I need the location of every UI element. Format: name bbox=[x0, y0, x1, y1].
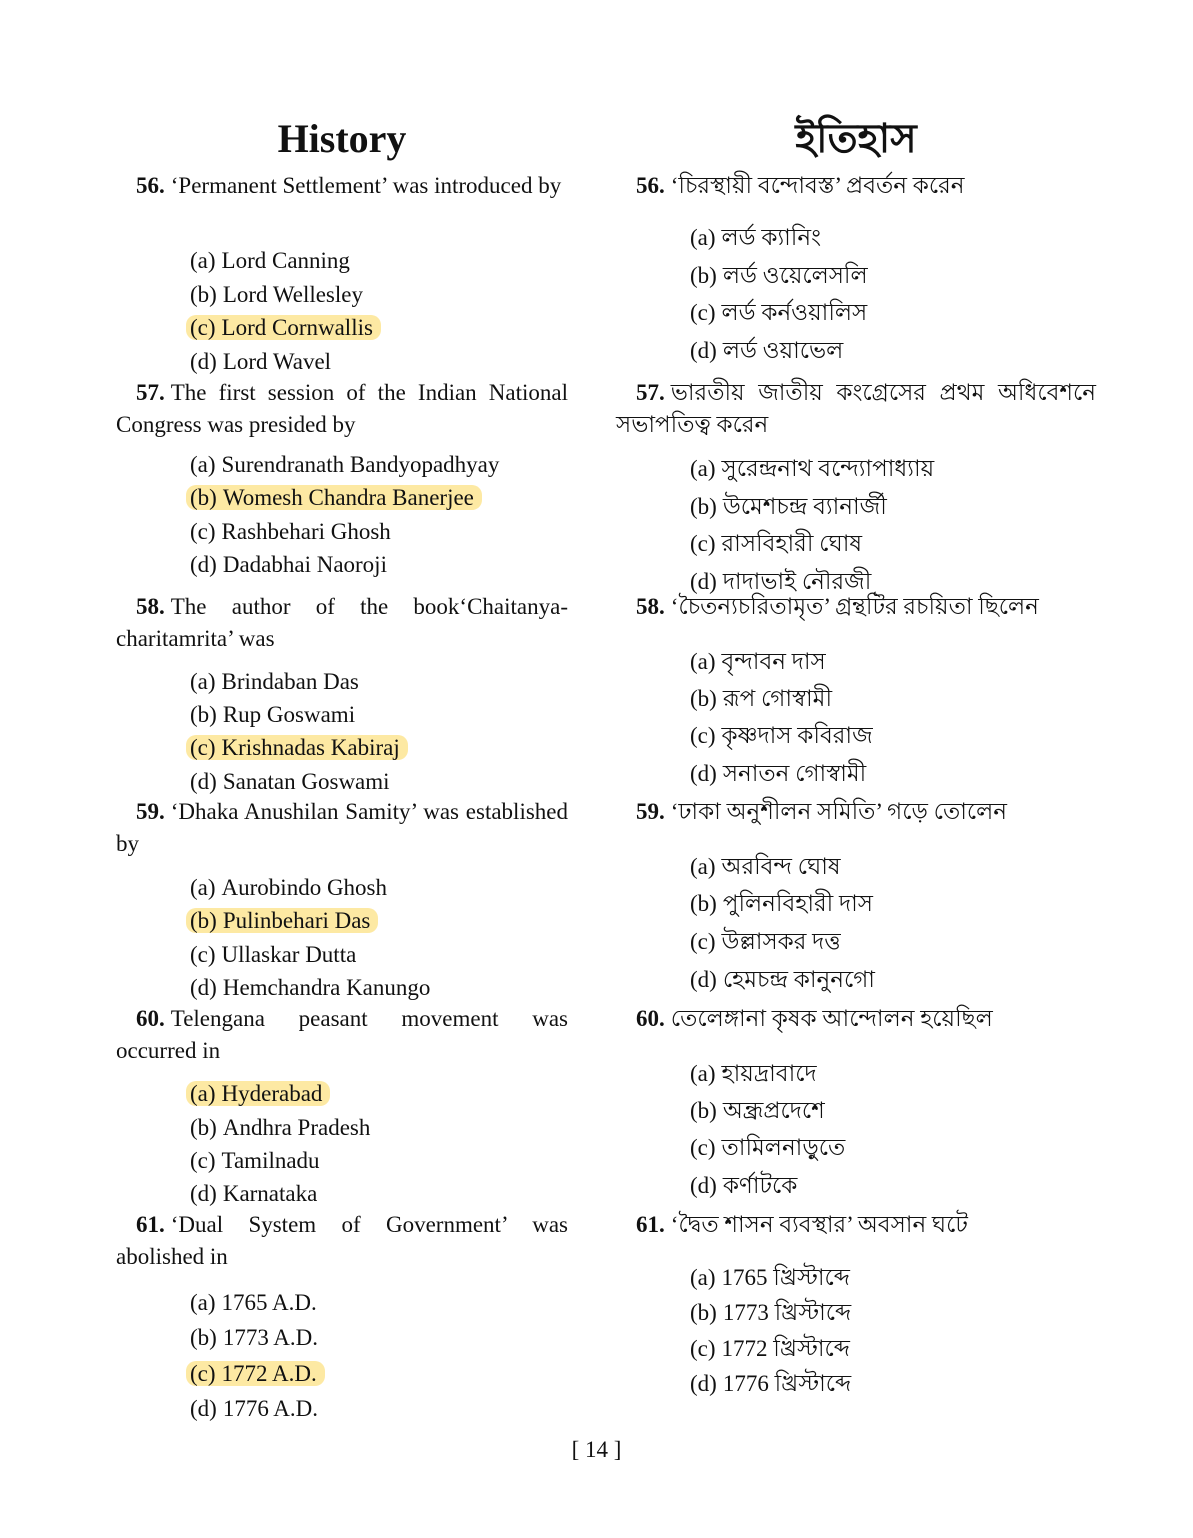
option-label: (d) bbox=[190, 349, 217, 374]
option-label: (c) bbox=[690, 1135, 716, 1160]
question-number: 61. bbox=[636, 1212, 665, 1237]
option-text: হেমচন্দ্র কানুনগো bbox=[722, 967, 875, 992]
answer-option bbox=[186, 875, 395, 901]
option-label: (d) bbox=[190, 1396, 217, 1421]
option-text: কর্ণাটকে bbox=[722, 1173, 798, 1198]
answer-text-wrap bbox=[186, 702, 363, 727]
answer-option bbox=[686, 961, 883, 1000]
option-text: রাসবিহারী ঘোষ bbox=[721, 531, 863, 556]
question-number: 60. bbox=[636, 1006, 665, 1031]
answer-option bbox=[186, 942, 364, 968]
answer-highlight bbox=[186, 735, 408, 760]
option-label: (d) bbox=[690, 1173, 717, 1198]
answer-text-wrap bbox=[186, 248, 358, 273]
option-text: হায়দ্রাবাদে bbox=[721, 1061, 817, 1086]
answer-option bbox=[686, 332, 851, 371]
question-number: 61. bbox=[136, 1212, 165, 1237]
answer-option bbox=[186, 669, 367, 695]
answer-text-wrap bbox=[686, 338, 851, 363]
answer-text-wrap bbox=[186, 875, 395, 900]
page-number: [ 14 ] bbox=[571, 1437, 622, 1462]
option-text: লর্ড ক্যানিং bbox=[721, 225, 821, 250]
option-label: (d) bbox=[190, 1181, 217, 1206]
correct-answer-option bbox=[186, 485, 482, 511]
answer-option bbox=[186, 1115, 378, 1141]
answer-option bbox=[686, 525, 870, 564]
option-text: 1776 A.D. bbox=[222, 1396, 319, 1421]
answer-option bbox=[686, 1259, 858, 1298]
option-label: (b) bbox=[190, 702, 217, 727]
answer-option bbox=[686, 643, 834, 682]
option-label: (a) bbox=[190, 248, 216, 273]
question-text: ‘Permanent Settlement’ was introduced by bbox=[170, 173, 562, 198]
option-text: তামিলনাড়ুতে bbox=[721, 1135, 846, 1160]
option-text: Womesh Chandra Banerjee bbox=[222, 485, 474, 510]
answer-option bbox=[686, 717, 881, 756]
answer-text-wrap bbox=[686, 854, 849, 879]
option-text: পুলিনবিহারী দাস bbox=[722, 891, 873, 916]
option-text: Lord Cornwallis bbox=[221, 315, 373, 340]
answer-highlight bbox=[186, 315, 381, 340]
answer-highlight bbox=[186, 485, 482, 510]
answer-option bbox=[186, 282, 371, 308]
english-heading: History bbox=[277, 116, 407, 161]
option-label: (b) bbox=[690, 1098, 717, 1123]
option-label: (c) bbox=[190, 315, 216, 340]
option-label: (b) bbox=[690, 263, 717, 288]
option-text: 1773 A.D. bbox=[222, 1325, 319, 1350]
option-text: Surendranath Bandyopadhyay bbox=[221, 452, 500, 477]
answer-text-wrap bbox=[186, 1396, 326, 1421]
answer-text-wrap bbox=[186, 1181, 325, 1206]
answer-option bbox=[186, 1325, 326, 1351]
option-text: সুরেন্দ্রনাথ বন্দ্যোপাধ্যায় bbox=[721, 456, 935, 481]
answer-text-wrap bbox=[686, 1371, 859, 1396]
answer-option bbox=[186, 349, 339, 375]
correct-answer-option bbox=[186, 1361, 325, 1387]
option-text: অন্ধ্রপ্রদেশে bbox=[722, 1098, 825, 1123]
option-text: Lord Wavel bbox=[222, 349, 332, 374]
english-question-61 bbox=[116, 1209, 568, 1273]
question-text: ভারতীয় জাতীয় কংগ্রেসের প্রথম অধিবেশনে সভাপতিত্ব করেন bbox=[616, 380, 1096, 437]
answer-option bbox=[186, 1290, 325, 1316]
question-number: 59. bbox=[136, 799, 165, 824]
option-text: Brindaban Das bbox=[221, 669, 359, 694]
answer-option bbox=[686, 257, 876, 296]
option-label: (c) bbox=[690, 723, 716, 748]
option-text: Aurobindo Ghosh bbox=[221, 875, 388, 900]
option-label: (a) bbox=[190, 452, 216, 477]
option-label: (c) bbox=[190, 942, 216, 967]
answer-text-wrap bbox=[686, 225, 829, 250]
option-text: Karnataka bbox=[222, 1181, 318, 1206]
answer-option bbox=[686, 1294, 859, 1333]
answer-option bbox=[686, 1330, 858, 1369]
option-label: (d) bbox=[690, 761, 717, 786]
answer-option bbox=[186, 519, 399, 545]
option-text: রূপ গোস্বামী bbox=[722, 686, 833, 711]
answer-text-wrap bbox=[686, 456, 942, 481]
answer-text-wrap bbox=[686, 891, 881, 916]
correct-answer-option bbox=[186, 908, 378, 934]
option-text: Sanatan Goswami bbox=[222, 769, 390, 794]
option-text: Pulinbehari Das bbox=[222, 908, 371, 933]
answer-text-wrap bbox=[186, 519, 399, 544]
option-label: (a) bbox=[190, 1081, 216, 1106]
english-column bbox=[116, 108, 568, 1421]
option-text: Andhra Pradesh bbox=[222, 1115, 371, 1140]
option-text: অরবিন্দ ঘোষ bbox=[721, 854, 841, 879]
option-text: বৃন্দাবন দাস bbox=[721, 649, 826, 674]
question-number: 58. bbox=[136, 594, 165, 619]
option-label: (a) bbox=[190, 1290, 216, 1315]
question-text: ‘চৈতন্যচরিতামৃত’ গ্রন্থটির রচয়িতা ছিলেন bbox=[670, 594, 1039, 619]
answer-text-wrap bbox=[186, 1115, 378, 1140]
answer-text-wrap bbox=[686, 1135, 853, 1160]
option-label: (d) bbox=[190, 769, 217, 794]
option-label: (d) bbox=[190, 552, 217, 577]
answer-text-wrap bbox=[686, 1336, 858, 1361]
option-text: Tamilnadu bbox=[221, 1148, 320, 1173]
answer-text-wrap bbox=[686, 1300, 859, 1325]
option-label: (a) bbox=[690, 854, 716, 879]
option-label: (b) bbox=[190, 282, 217, 307]
answer-option bbox=[186, 1181, 325, 1207]
question-text: ‘Dual System of Government’ was abolished in bbox=[116, 1212, 568, 1269]
option-label: (b) bbox=[690, 1300, 717, 1325]
answer-option bbox=[686, 219, 829, 258]
option-text: কৃষ্ণদাস কবিরাজ bbox=[721, 723, 873, 748]
answer-text-wrap bbox=[686, 1265, 858, 1290]
option-text: Hemchandra Kanungo bbox=[222, 975, 431, 1000]
option-text: 1772 A.D. bbox=[221, 1361, 317, 1386]
option-text: 1776 খ্রিস্টাব্দে bbox=[722, 1371, 852, 1396]
answer-text-wrap bbox=[186, 282, 371, 307]
option-label: (a) bbox=[690, 1061, 716, 1086]
option-text: উমেশচন্দ্র ব্যানার্জী bbox=[722, 494, 887, 519]
question-text: ‘Dhaka Anushilan Samity’ was established by bbox=[116, 799, 568, 856]
option-label: (a) bbox=[690, 649, 716, 674]
option-text: Lord Wellesley bbox=[222, 282, 363, 307]
answer-text-wrap bbox=[186, 552, 395, 577]
answer-option bbox=[686, 450, 942, 489]
answer-text-wrap bbox=[186, 1148, 328, 1173]
answer-text-wrap bbox=[186, 452, 507, 477]
bengali-question-61 bbox=[616, 1209, 1096, 1241]
answer-option bbox=[186, 552, 395, 578]
bengali-question-57 bbox=[616, 377, 1096, 441]
answer-option bbox=[686, 488, 895, 527]
answer-option bbox=[186, 702, 363, 728]
option-label: (b) bbox=[190, 908, 217, 933]
answer-option bbox=[686, 294, 875, 333]
answer-option bbox=[686, 1365, 859, 1404]
answer-text-wrap bbox=[686, 1098, 833, 1123]
option-label: (b) bbox=[690, 891, 717, 916]
bengali-question-56 bbox=[616, 170, 1096, 202]
answer-highlight bbox=[186, 1081, 330, 1106]
question-text: ‘দ্বৈত শাসন ব্যবস্থার’ অবসান ঘটে bbox=[670, 1212, 968, 1237]
option-text: Rup Goswami bbox=[222, 702, 356, 727]
answer-option bbox=[686, 848, 849, 887]
option-label: (a) bbox=[190, 669, 216, 694]
answer-text-wrap bbox=[686, 967, 883, 992]
correct-answer-option bbox=[186, 315, 381, 341]
option-label: (d) bbox=[690, 1371, 717, 1396]
answer-text-wrap bbox=[186, 975, 438, 1000]
bengali-heading: ইতিহাস bbox=[795, 116, 917, 161]
correct-answer-option bbox=[186, 1081, 330, 1107]
answer-text-wrap bbox=[686, 531, 870, 556]
answer-text-wrap bbox=[686, 686, 840, 711]
option-text: 1772 খ্রিস্টাব্দে bbox=[721, 1336, 850, 1361]
option-label: (d) bbox=[690, 967, 717, 992]
answer-text-wrap bbox=[686, 1061, 825, 1086]
option-label: (c) bbox=[190, 1148, 216, 1173]
question-number: 58. bbox=[636, 594, 665, 619]
option-label: (b) bbox=[190, 1325, 217, 1350]
answer-option bbox=[186, 1148, 328, 1174]
correct-answer-option bbox=[186, 735, 408, 761]
answer-text-wrap bbox=[186, 942, 364, 967]
question-text: ‘চিরস্থায়ী বন্দোবস্ত’ প্রবর্তন করেন bbox=[670, 173, 965, 198]
answer-option bbox=[186, 769, 398, 795]
option-label: (c) bbox=[190, 1361, 216, 1386]
answer-text-wrap bbox=[186, 1325, 326, 1350]
bengali-question-58 bbox=[616, 591, 1096, 623]
question-text: Telengana peasant movement was occurred in bbox=[116, 1006, 568, 1063]
english-question-57 bbox=[116, 377, 568, 441]
answer-highlight bbox=[186, 908, 378, 933]
option-label: (a) bbox=[190, 875, 216, 900]
option-label: (c) bbox=[690, 531, 716, 556]
option-label: (c) bbox=[690, 929, 716, 954]
answer-option bbox=[686, 923, 849, 962]
answer-option bbox=[686, 680, 840, 719]
answer-option bbox=[686, 1055, 825, 1094]
option-label: (b) bbox=[690, 686, 717, 711]
question-number: 56. bbox=[136, 173, 165, 198]
option-text: উল্লাসকর দত্ত bbox=[721, 929, 841, 954]
answer-text-wrap bbox=[186, 669, 367, 694]
answer-option bbox=[686, 1167, 805, 1206]
option-label: (d) bbox=[190, 975, 217, 1000]
english-question-56 bbox=[116, 170, 568, 202]
question-text: তেলেঙ্গানা কৃষক আন্দোলন হয়েছিল bbox=[670, 1006, 993, 1031]
option-text: Dadabhai Naoroji bbox=[222, 552, 387, 577]
question-number: 56. bbox=[636, 173, 665, 198]
answer-option bbox=[686, 755, 874, 794]
english-question-58 bbox=[116, 591, 568, 655]
answer-text-wrap bbox=[686, 494, 895, 519]
answer-text-wrap bbox=[686, 1173, 805, 1198]
option-label: (c) bbox=[190, 519, 216, 544]
answer-text-wrap bbox=[686, 649, 834, 674]
answer-option bbox=[186, 248, 358, 274]
question-text: The author of the book‘Chaitanya-charitamrita’ was bbox=[116, 594, 568, 651]
bengali-question-59 bbox=[616, 796, 1096, 828]
option-text: লর্ড ওয়াভেল bbox=[722, 338, 844, 363]
option-text: Hyderabad bbox=[221, 1081, 323, 1106]
option-label: (a) bbox=[690, 456, 716, 481]
option-text: 1765 খ্রিস্টাব্দে bbox=[721, 1265, 850, 1290]
answer-text-wrap bbox=[186, 769, 398, 794]
option-label: (d) bbox=[690, 569, 717, 594]
answer-text-wrap bbox=[186, 1290, 325, 1315]
option-text: 1765 A.D. bbox=[221, 1290, 317, 1315]
option-label: (d) bbox=[690, 338, 717, 363]
answer-text-wrap bbox=[186, 349, 339, 374]
option-text: লর্ড কর্নওয়ালিস bbox=[721, 300, 868, 325]
english-question-60 bbox=[116, 1003, 568, 1067]
question-number: 57. bbox=[136, 380, 165, 405]
question-text: The first session of the Indian National Congress was presided by bbox=[116, 380, 568, 437]
english-question-59 bbox=[116, 796, 568, 860]
answer-text-wrap bbox=[686, 929, 849, 954]
option-text: 1773 খ্রিস্টাব্দে bbox=[722, 1300, 852, 1325]
answer-highlight bbox=[186, 1361, 325, 1386]
option-label: (b) bbox=[190, 1115, 217, 1140]
option-label: (c) bbox=[190, 735, 216, 760]
option-text: Krishnadas Kabiraj bbox=[221, 735, 400, 760]
answer-text-wrap bbox=[686, 300, 875, 325]
bengali-column bbox=[616, 108, 1096, 1396]
option-text: দাদাভাই নৌরজী bbox=[722, 569, 872, 594]
question-text: ‘ঢাকা অনুশীলন সমিতি’ গড়ে তোলেন bbox=[670, 799, 1007, 824]
question-number: 57. bbox=[636, 380, 665, 405]
option-text: Lord Canning bbox=[221, 248, 350, 273]
option-text: Rashbehari Ghosh bbox=[221, 519, 391, 544]
answer-option bbox=[686, 885, 881, 924]
option-text: লর্ড ওয়েলেসলি bbox=[722, 263, 868, 288]
option-text: সনাতন গোস্বামী bbox=[722, 761, 867, 786]
option-label: (b) bbox=[690, 494, 717, 519]
answer-text-wrap bbox=[686, 723, 881, 748]
answer-text-wrap bbox=[686, 761, 874, 786]
option-label: (b) bbox=[190, 485, 217, 510]
question-number: 60. bbox=[136, 1006, 165, 1031]
option-label: (c) bbox=[690, 1336, 716, 1361]
option-label: (a) bbox=[690, 1265, 716, 1290]
option-label: (a) bbox=[690, 225, 716, 250]
option-text: Ullaskar Dutta bbox=[221, 942, 357, 967]
answer-option bbox=[186, 452, 507, 478]
bengali-question-60 bbox=[616, 1003, 1096, 1035]
answer-text-wrap bbox=[686, 263, 876, 288]
answer-option bbox=[686, 1129, 853, 1168]
answer-option bbox=[186, 975, 438, 1001]
answer-option bbox=[686, 1092, 833, 1131]
question-number: 59. bbox=[636, 799, 665, 824]
answer-option bbox=[186, 1396, 326, 1422]
option-label: (c) bbox=[690, 300, 716, 325]
